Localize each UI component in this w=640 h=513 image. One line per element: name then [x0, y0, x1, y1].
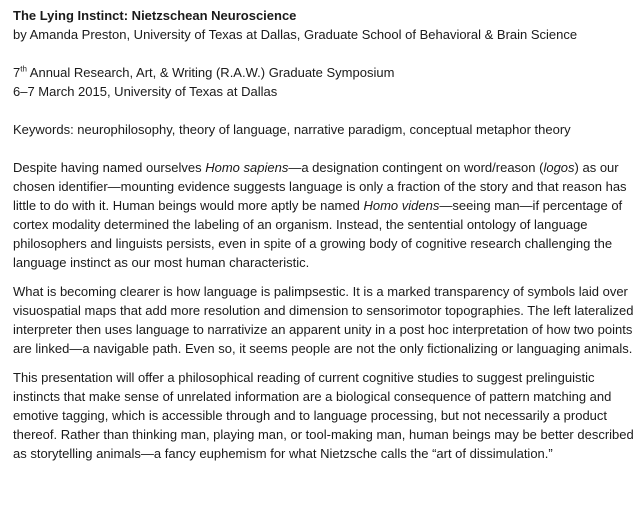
abstract-paragraph-1 [13, 158, 635, 272]
abstract-body [13, 158, 635, 463]
p1-text-3: ) as our chosen identifier—mounting evidence suggests language is only a fraction of the story and that reason has little to do with it. Human beings would more aptly be named [13, 160, 627, 213]
p1-text-2: —a designation contingent on word/reason ( [288, 160, 544, 175]
p1-text-1: Despite having named ourselves [13, 160, 206, 175]
p1-italic-logos: logos [543, 160, 575, 175]
symposium-event-name: Annual Research, Art, & Writing (R.A.W.) Graduate Symposium [26, 65, 395, 80]
symposium-ordinal-suffix: th [20, 64, 27, 74]
p1-text-4: —seeing man—if percentage of cortex modality determined the labeling of an organism. Instead, the sentential ontology of language philosophers and linguists persists, even in spite of a growing body of cognitive research challenging the language instinct as our most human characteristic. [13, 198, 623, 270]
symposium-name [13, 63, 635, 82]
symposium-date-place: 6–7 March 2015, University of Texas at Dallas [13, 84, 278, 99]
symposium-info [13, 63, 635, 101]
document [13, 6, 635, 473]
abstract-paragraph-3: This presentation will offer a philosophical reading of current cognitive studies to suggest prelinguistic instincts that make sense of unrelated information are a biological consequence of pattern matching and emotive tagging, which is accessible through and to language processing, but not necessarily a product thereof. Rather than thinking man, playing man, or tool-making man, human beings may be better described as storytelling animals—a fancy euphemism for what Nietzsche calls the “art of dissimulation.” [13, 370, 634, 461]
p1-italic-homo-sapiens: Homo sapiens [205, 160, 289, 175]
document-title: The Lying Instinct: Nietzschean Neuroscience [13, 8, 297, 23]
author-byline: by Amanda Preston, University of Texas at Dallas, Graduate School of Behavioral & Brain Science [13, 27, 578, 42]
keywords-line: Keywords: neurophilosophy, theory of language, narrative paradigm, conceptual metaphor theory [13, 122, 571, 137]
symposium-ordinal-number: 7 [13, 65, 21, 80]
p1-italic-homo-videns: Homo videns [363, 198, 440, 213]
abstract-paragraph-2: What is becoming clearer is how language is palimpsestic. It is a marked transparency of symbols laid over visuospatial maps that add more resolution and dimension to sensorimotor topographies. The left lateralized interpreter then uses language to narrativize an apparent unity in a post hoc interpretation of how two points are linked—a navigable path. Even so, it seems people are not the only fictionalizing or languaging animals. [13, 284, 634, 356]
